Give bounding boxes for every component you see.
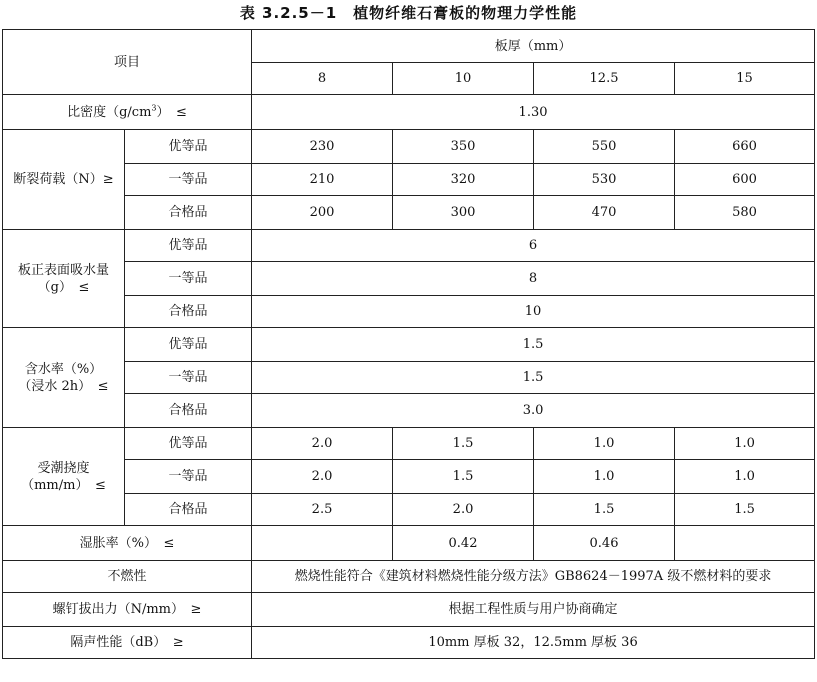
table-cell: 210 [252, 164, 393, 196]
table-cell: 320 [393, 164, 534, 196]
table-cell: 1.5 [675, 494, 815, 526]
table-cell: 2.0 [252, 428, 393, 460]
table-title: 表 3.2.5－1 植物纤维石膏板的物理力学性能 [239, 4, 578, 22]
table-cell: 6 [252, 230, 815, 262]
grade-first: 一等品 [125, 262, 252, 296]
table-cell: 1.0 [675, 460, 815, 494]
table-cell: 2.0 [393, 494, 534, 526]
table-cell: 1.5 [534, 494, 675, 526]
table-cell: 2.0 [252, 460, 393, 494]
table-cell [252, 526, 393, 561]
grade-first: 一等品 [125, 362, 252, 394]
table-cell: 550 [534, 130, 675, 164]
density-label: 比密度$(g/cm^3)$ ≤ [3, 95, 252, 130]
grade-first: 一等品 [125, 460, 252, 494]
physical-properties-table [2, 29, 815, 659]
grade-first: 一等品 [125, 164, 252, 196]
table-cell: 1.0 [534, 460, 675, 494]
breaking-load-label: 断裂荷载（N）≥ [3, 130, 125, 230]
grade-qualified: 合格品 [125, 494, 252, 526]
header-col-8: 8 [252, 63, 393, 95]
table-cell: 3.0 [252, 394, 815, 428]
table-cell: 530 [534, 164, 675, 196]
header-item: 项目 [3, 30, 252, 95]
density-value: 1.30 [252, 95, 815, 130]
table-cell: 0.46 [534, 526, 675, 561]
table-cell: 1.5 [252, 328, 815, 362]
table-cell: 580 [675, 196, 815, 230]
deflection-label: 受潮挠度 （mm/m） ≤ [3, 428, 125, 526]
header-col-10: 10 [393, 63, 534, 95]
grade-qualified: 合格品 [125, 394, 252, 428]
table-cell: 8 [252, 262, 815, 296]
screw-label: 螺钉拔出力（N/mm） ≥ [3, 593, 252, 627]
grade-qualified: 合格品 [125, 296, 252, 328]
table-cell: 230 [252, 130, 393, 164]
grade-premium: 优等品 [125, 428, 252, 460]
header-thickness: 板厚（mm） [252, 30, 815, 63]
table-cell: 470 [534, 196, 675, 230]
screw-value: 根据工程性质与用户协商确定 [252, 593, 815, 627]
noncombustible-label: 不燃性 [3, 561, 252, 593]
table-cell: 1.0 [675, 428, 815, 460]
grade-qualified: 合格品 [125, 196, 252, 230]
sound-label: 隔声性能（dB） ≥ [3, 627, 252, 659]
table-cell: 200 [252, 196, 393, 230]
sound-value: 10mm 厚板 32，12.5mm 厚板 36 [252, 627, 815, 659]
grade-premium: 优等品 [125, 328, 252, 362]
table-cell: 1.5 [393, 428, 534, 460]
table-cell: 1.5 [252, 362, 815, 394]
table-cell: 2.5 [252, 494, 393, 526]
header-col-15: 15 [675, 63, 815, 95]
table-cell: 300 [393, 196, 534, 230]
water-absorption-label: 板正表面吸水量 （g） ≤ [3, 230, 125, 328]
noncombustible-value: 燃烧性能符合《建筑材料燃烧性能分级方法》GB8624－1997A 级不燃材料的要求 [252, 561, 815, 593]
table-cell: 0.42 [393, 526, 534, 561]
table-cell: 660 [675, 130, 815, 164]
table-cell: 600 [675, 164, 815, 196]
table-cell: 1.5 [393, 460, 534, 494]
header-col-12-5: 12.5 [534, 63, 675, 95]
grade-premium: 优等品 [125, 130, 252, 164]
table-cell [675, 526, 815, 561]
grade-premium: 优等品 [125, 230, 252, 262]
table-cell: 1.0 [534, 428, 675, 460]
moisture-label: 含水率（%） （浸水 2h） ≤ [3, 328, 125, 428]
table-cell: 10 [252, 296, 815, 328]
table-cell: 350 [393, 130, 534, 164]
swelling-label: 湿胀率（%） ≤ [3, 526, 252, 561]
